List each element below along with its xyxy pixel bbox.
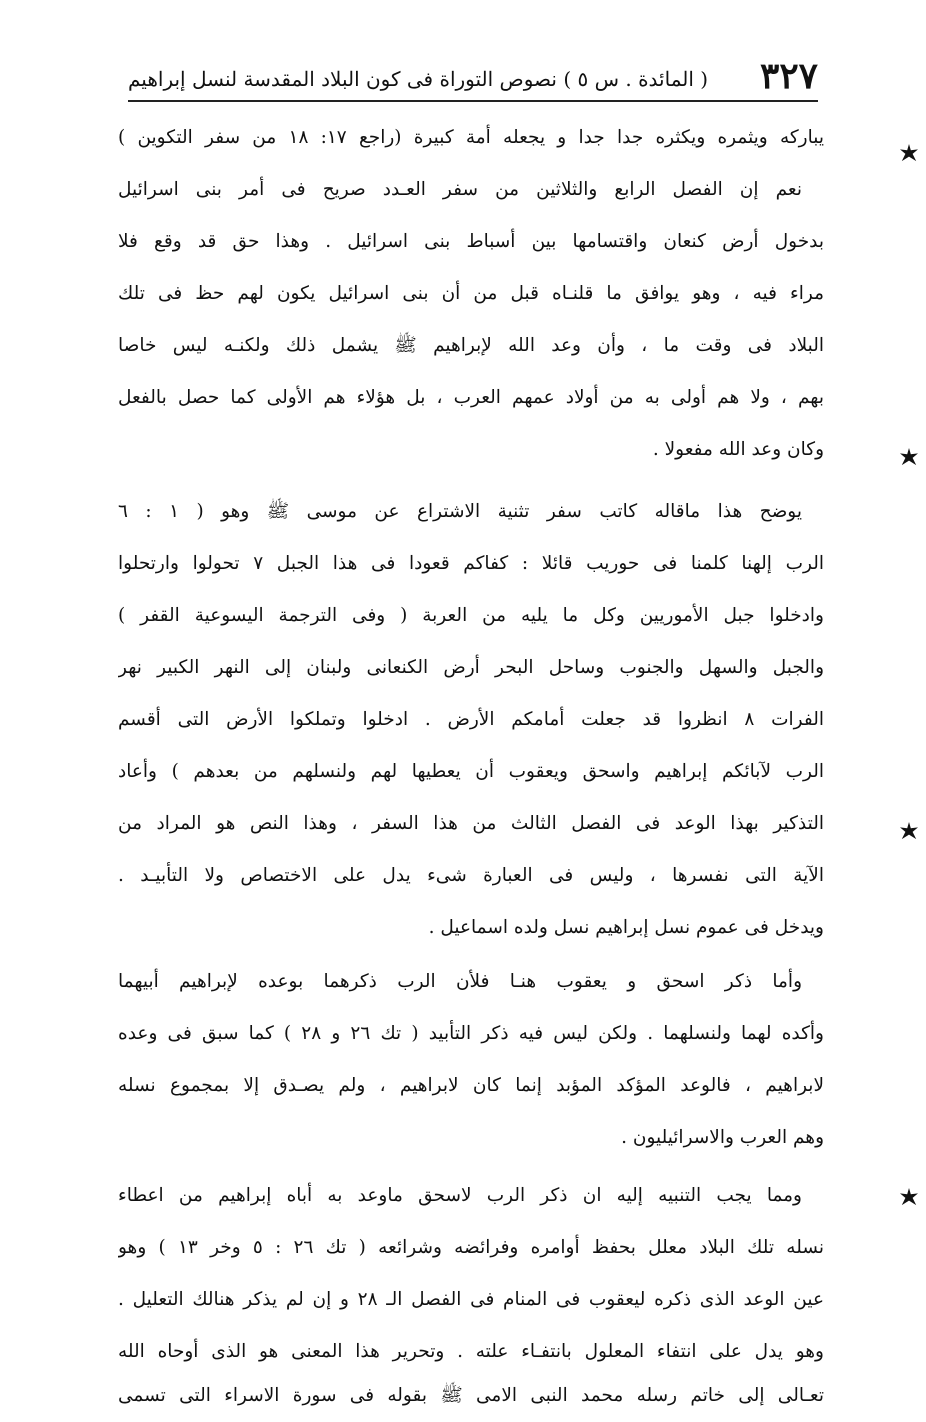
text-line: بهم ، ولا هم أولى به من أولاد عمهم العرب ، بل هؤلاء هم الأولى كما حصل بالفعل: [118, 387, 824, 408]
text-line: مراء فيه ، وهو يوافق ما قلنـاه قبل من أن بنى اسرائيل يكون لهم حظ فى تلك: [118, 283, 824, 304]
text-line: وأكده لهما ولنسلهما . ولكن ليس فيه ذكر التأبيد ( تك ٢٦ و ٢٨ ) كما سبق فى وعده: [118, 1023, 824, 1044]
text-line: التذكير بهذا الوعد فى الفصل الثالث من هذا السفر ، وهذا النص هو المراد من: [118, 813, 824, 834]
text-line: عين الوعد الذى ذكره ليعقوب فى المنام فى الفصل الـ ٢٨ و إن لم يذكر هنالك التعليل .: [118, 1289, 824, 1310]
text-line: نعم إن الفصل الرابع والثلاثين من سفر العـدد صريح فى أمر بنى اسرائيل: [118, 179, 802, 200]
text-line: والجبل والسهل والجنوب وساحل البحر أرض الكنعانى ولبنان إلى النهر الكبير نهر: [118, 657, 824, 678]
star-burst-icon: [900, 144, 918, 162]
star-burst-icon: [900, 1188, 918, 1206]
text-line: وهم العرب والاسرائيليون .: [621, 1127, 824, 1148]
text-line: وأما ذكر اسحق و يعقوب هنـا فلأن الرب ذكرهما بوعده لإبراهيم أبيهما: [118, 971, 802, 992]
text-line: نسله تلك البلاد معلل بحفظ أوامره وفرائضه وشرائعه ( تك ٢٦ : ٥ وخر ١٣ ) وهو: [118, 1237, 824, 1258]
text-line: تعـالى إلى خاتم رسله محمد النبى الامى ﷺ بقوله فى سورة الاسراء التى تسمى: [118, 1385, 824, 1406]
star-burst-icon: [900, 822, 918, 840]
text-line: وهو يدل على انتفاء المعلول بانتفـاء علته . وتحرير هذا المعنى هو الذى أوحاه الله: [118, 1341, 824, 1362]
text-line: البلاد فى وقت ما ، وأن وعد الله لإبراهيم ﷺ يشمل ذلك ولكنـه ليس خاصا: [118, 335, 824, 356]
text-line: الفرات ٨ انظروا قد جعلت أمامكم الأرض . ادخلوا وتملكوا الأرض التى أقسم: [118, 709, 824, 730]
page-number: ٣٢٧: [759, 55, 818, 97]
text-line: الرب إلهنا كلمنا فى حوريب قائلا : كفاكم قعودا فى هذا الجبل ٧ تحولوا وارتحلوا: [118, 553, 824, 574]
star-burst-icon: [900, 448, 918, 466]
text-line: الرب لآبائكم إبراهيم واسحق ويعقوب أن يعطيها لهم ولنسلهم من بعدهم ) وأعاد: [118, 761, 824, 782]
text-line: بدخول أرض كنعان واقتسامها بين أسباط بنى اسرائيل . وهذا حق قد وقع فلا: [118, 231, 824, 252]
text-line: الآية التى نفسرها ، وليس فى العبارة شىء يدل على الاختصاص ولا التأبيـد .: [118, 865, 824, 886]
page-header: [128, 52, 818, 96]
text-line: وادخلوا جبل الأموريين وكل ما يليه من العربة ( وفى الترجمة اليسوعية القفر ): [118, 605, 824, 626]
text-line: لابراهيم ، فالوعد المؤكد المؤبد إنما كان لابراهيم ، ولم يصـدق إلا بمجموع نسله: [118, 1075, 824, 1096]
text-line: يوضح هذا ماقاله كاتب سفر تثنية الاشتراع عن موسى ﷺ وهو ( ١ : ٦: [118, 501, 802, 522]
text-line: وكان وعد الله مفعولا .: [652, 439, 824, 460]
text-line: يباركه ويثمره ويكثره جدا جدا و يجعله أمة كبيرة (راجع ١٧: ١٨ من سفر التكوين ): [118, 127, 824, 148]
header-rule: [128, 100, 818, 102]
running-title: ( المائدة . س ٥ ) نصوص التوراة فى كون البلاد المقدسة لنسل إبراهيم: [128, 67, 709, 91]
text-line: ويدخل فى عموم نسل إبراهيم نسل ولده اسماعيل .: [428, 917, 824, 938]
text-line: ومما يجب التنبيه إليه ان ذكر الرب لاسحق ماوعد به أباه إبراهيم من اعطاء: [118, 1185, 802, 1206]
